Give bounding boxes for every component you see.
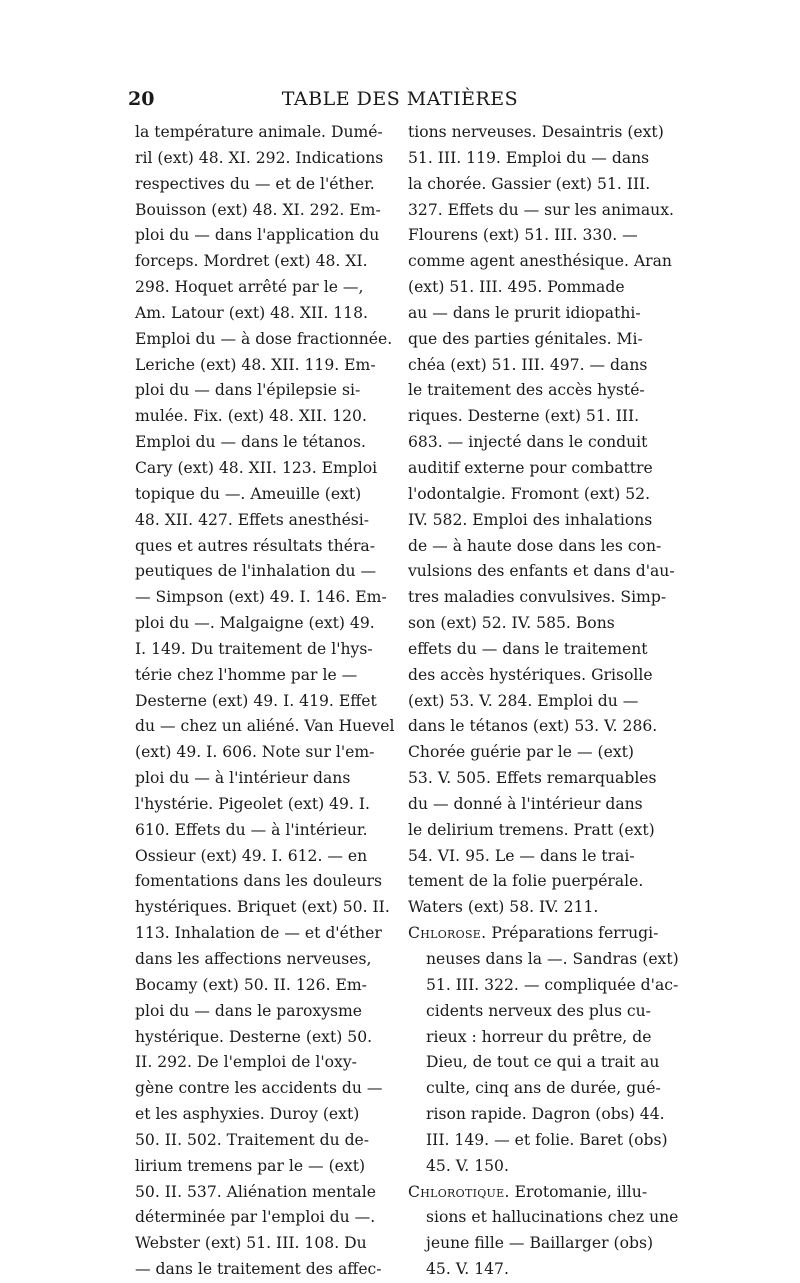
text-line: respectives du — et de l'éther. [135,174,375,193]
line-text: dans le tétanos (ext) 53. V. 286. [408,717,658,736]
text-line: ques et autres résultats théra- [135,536,375,555]
text-line: Desterne (ext) 49. I. 419. Effet [135,691,377,710]
line-text: III. 149. — et folie. Baret (obs) [426,1130,668,1149]
text-line: Cary (ext) 48. XII. 123. Emploi [135,458,378,477]
line-text: 45. V. 147. [426,1260,509,1279]
line-text: tions nerveuses. Desaintris (ext) [408,123,664,141]
line-text: chéa (ext) 51. III. 497. — dans [408,355,648,374]
text-line: forceps. Mordret (ext) 48. XI. [135,252,368,271]
line-text: 45. V. 150. [426,1156,509,1175]
text-line [408,275,678,301]
line-text: IV. 582. Emploi des inhalations [408,510,653,529]
line-text: vulsions des enfants et dans d'au- [408,562,675,581]
text-line [408,1102,678,1128]
text-line [408,353,678,379]
text-line: peutiques de l'inhalation du — [135,562,377,581]
text-line [408,223,678,249]
line-text: son (ext) 52. IV. 585. Bons [408,614,615,633]
text-line [408,172,678,198]
text-line [408,1050,678,1076]
text-line [408,404,678,430]
text-line: — Simpson (ext) 49. I. 146. Em- [135,588,387,607]
line-text: 51. III. 322. — compliquée d'ac- [426,975,679,994]
line-text: 54. VI. 95. Le — dans le trai- [408,846,635,865]
text-line: et les asphyxies. Duroy (ext) [135,1105,360,1124]
text-line [408,508,678,534]
line-text: jeune fille — Baillarger (obs) [426,1234,654,1253]
index-entry-line [408,921,678,947]
index-entry-line [408,1180,678,1206]
line-text: 53. V. 505. Effets remarquables [408,769,657,788]
text-line: l'hystérie. Pigeolet (ext) 49. I. [135,794,371,813]
line-text: 327. Effets du — sur les animaux. [408,200,674,219]
line-text: de — à haute dose dans les con- [408,536,662,555]
text-line: Bocamy (ext) 50. II. 126. Em- [135,975,367,994]
line-text: auditif externe pour combattre [408,458,653,477]
text-line [408,585,678,611]
text-line [408,249,678,275]
text-line: — dans le traitement des affec- [135,1260,382,1279]
entry-heading: Chlorotique. [408,1182,510,1201]
text-line: gène contre les accidents du — [135,1079,383,1098]
line-text: l'odontalgie. Fromont (ext) 52. [408,484,651,503]
line-text: neuses dans la —. Sandras (ext) [426,950,679,968]
line-text: rieux : horreur du prêtre, de [426,1027,652,1046]
text-line [408,999,678,1025]
text-line: 50. II. 502. Traitement du de- [135,1130,370,1149]
text-line: la température animale. Dumé- [135,123,383,141]
line-text: Préparations ferrugi- [486,924,659,943]
right-column [408,120,678,1283]
line-text: la chorée. Gassier (ext) 51. III. [408,174,651,193]
line-text: le delirium tremens. Pratt (ext) [408,820,655,839]
text-line [408,947,678,973]
text-line: topique du —. Ameuille (ext) [135,484,362,503]
text-line [408,482,678,508]
text-line: Webster (ext) 51. III. 108. Du [135,1234,367,1253]
page-number: 20 [128,88,155,110]
text-line [408,637,678,663]
line-text: tement de la folie puerpérale. [408,872,644,891]
text-line [408,378,678,404]
line-text: effets du — dans le traitement [408,639,648,658]
text-line: fomentations dans les douleurs [135,872,383,891]
text-line: Emploi du — dans le tétanos. [135,433,366,452]
line-text: (ext) 53. V. 284. Emploi du — [408,691,639,710]
line-text: comme agent anesthésique. Aran [408,252,672,271]
text-line: térie chez l'homme par le — [135,665,358,684]
text-line: 50. II. 537. Aliénation mentale [135,1182,376,1201]
text-line [408,714,678,740]
text-line [408,534,678,560]
text-line: du — chez un aliéné. Van Huevel [135,717,395,736]
text-line: déterminée par l'emploi du —. [135,1208,376,1227]
text-line [408,1257,678,1283]
text-line: Bouisson (ext) 48. XI. 292. Em- [135,200,381,219]
text-line: Emploi du — à dose fractionnée. [135,329,393,348]
line-text: des accès hystériques. Grisolle [408,665,653,684]
left-column [135,120,399,1283]
line-text: Chorée guérie par le — (ext) [408,743,634,762]
text-line [408,973,678,999]
text-line [408,1154,678,1180]
text-line [408,895,678,921]
text-line: 113. Inhalation de — et d'éther [135,924,382,943]
line-text: du — donné à l'intérieur dans [408,794,643,813]
text-line [408,869,678,895]
text-line [408,327,678,353]
text-line: 48. XII. 427. Effets anesthési- [135,510,370,529]
text-line [408,1128,678,1154]
line-text: culte, cinq ans de durée, gué- [426,1079,661,1098]
line-text: Dieu, de tout ce qui a trait au [426,1053,660,1072]
line-text: au — dans le prurit idiopathi- [408,303,641,322]
line-text: cidents nerveux des plus cu- [426,1001,651,1020]
line-text: Flourens (ext) 51. III. 330. — [408,226,638,245]
line-text: tres maladies convulsives. Simp- [408,588,667,607]
text-line [408,611,678,637]
text-line [408,792,678,818]
text-line: 298. Hoquet arrêté par le —, [135,278,364,297]
text-line [408,689,678,715]
running-title: TABLE DES MATIÈRES [281,88,519,110]
entry-heading: Chlorose. [408,924,487,943]
text-line: Ossieur (ext) 49. I. 612. — en [135,846,368,865]
text-line: mulée. Fix. (ext) 48. XII. 120. [135,407,367,426]
text-line [408,430,678,456]
text-line [408,301,678,327]
line-text: 683. — injecté dans le conduit [408,433,648,452]
line-text: rison rapide. Dagron (obs) 44. [426,1105,665,1124]
text-line: (ext) 49. I. 606. Note sur l'em- [135,743,375,762]
line-text: sions et hallucinations chez une [426,1208,679,1227]
line-text: le traitement des accès hysté- [408,381,645,400]
text-line: ploi du — dans l'application du [135,226,380,245]
text-line [408,740,678,766]
line-text: Waters (ext) 58. IV. 211. [408,898,599,917]
text-line: ploi du — dans le paroxysme [135,1001,363,1020]
text-line: lirium tremens par le — (ext) [135,1156,366,1175]
text-line [408,1025,678,1051]
text-line: ril (ext) 48. XI. 292. Indications [135,148,384,167]
text-line: Am. Latour (ext) 48. XII. 118. [135,303,368,322]
text-line: ploi du — dans l'épilepsie si- [135,381,361,400]
text-line: ploi du —. Malgaigne (ext) 49. [135,614,375,633]
text-line: hystériques. Briquet (ext) 50. II. [135,898,390,917]
text-line: Leriche (ext) 48. XII. 119. Em- [135,355,376,374]
text-line [408,766,678,792]
line-text: Erotomanie, illu- [509,1182,648,1201]
text-line: 610. Effets du — à l'intérieur. [135,820,368,839]
text-line [408,456,678,482]
text-line [408,1076,678,1102]
text-line: I. 149. Du traitement de l'hys- [135,639,373,658]
text-line [408,559,678,585]
text-line [408,818,678,844]
line-text: que des parties génitales. Mi- [408,329,643,348]
text-line: dans les affections nerveuses, [135,950,372,968]
line-text: 51. III. 119. Emploi du — dans [408,148,650,167]
text-line [408,844,678,870]
text-line: II. 292. De l'emploi de l'oxy- [135,1053,357,1072]
text-line [408,1231,678,1257]
text-line: hystérique. Desterne (ext) 50. [135,1027,373,1046]
line-text: (ext) 51. III. 495. Pommade [408,278,625,297]
text-line [408,198,678,224]
text-line [408,120,678,146]
text-line [408,663,678,689]
text-line [408,146,678,172]
line-text: riques. Desterne (ext) 51. III. [408,407,640,426]
text-line [408,1205,678,1231]
text-line: ploi du — à l'intérieur dans [135,769,351,788]
